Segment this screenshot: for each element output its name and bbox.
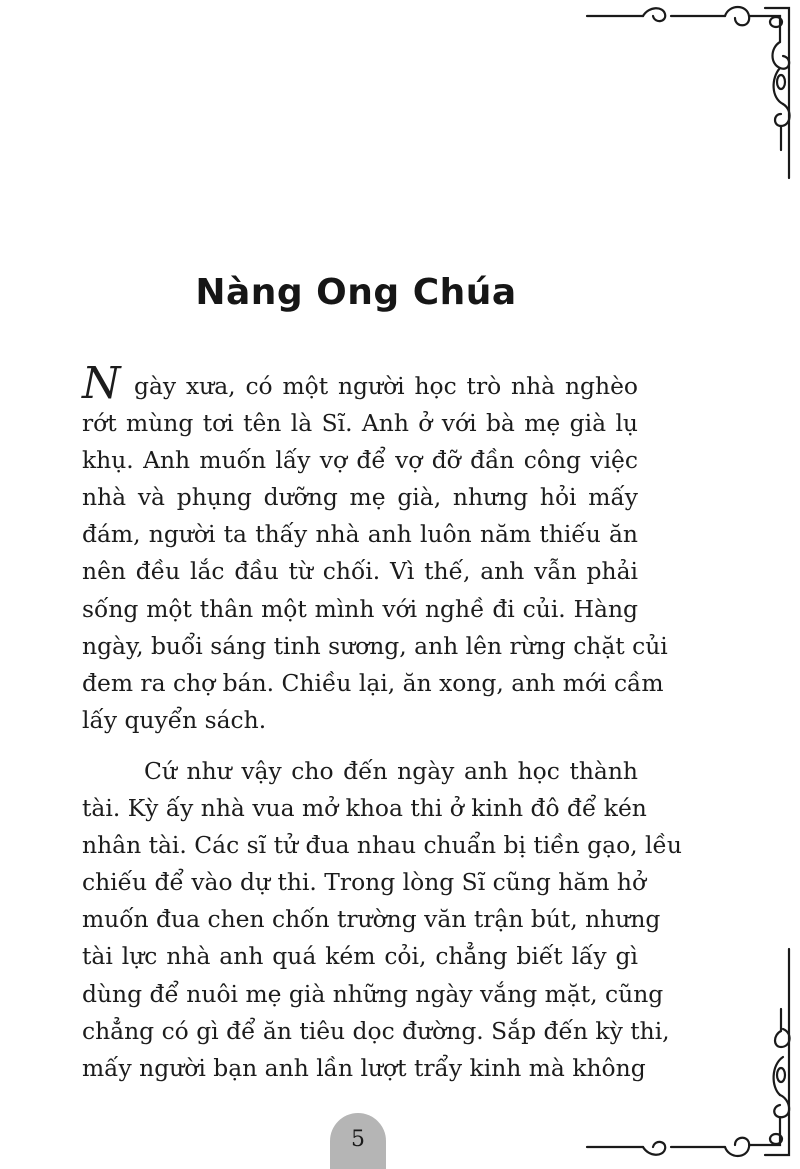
text-line: lấy quyển sách. (82, 705, 267, 734)
text-line: tài. Kỳ ấy nhà vua mở khoa thi ở kinh đô để kén (82, 794, 647, 823)
text-line: tài lực nhà anh quá kém cỏi, chẳng biết lấy gì (82, 942, 638, 971)
page-number-badge (330, 1113, 386, 1169)
text-line: khụ. Anh muốn lấy vợ để vợ đỡ đần công việc (82, 446, 638, 475)
text-line: nên đều lắc đầu từ chối. Vì thế, anh vẫn phải (82, 557, 638, 586)
top-corner-ornament-icon (575, 0, 800, 185)
text-line: đám, người ta thấy nhà anh luôn năm thiếu ăn (82, 520, 638, 549)
text-line: nhà và phụng dưỡng mẹ già, nhưng hỏi mấy (82, 483, 638, 512)
page-title: Nàng Ong Chúa (195, 272, 517, 313)
text-line: muốn đua chen chốn trường văn trận bút, nhưng (82, 905, 661, 934)
bottom-corner-ornament-icon (575, 939, 800, 1169)
text-line: nhân tài. Các sĩ tử đua nhau chuẩn bị tiền gạo, lều (82, 831, 682, 860)
text-line: mấy người bạn anh lần lượt trẩy kinh mà không (82, 1053, 646, 1082)
text-line: dùng để nuôi mẹ già những ngày vắng mặt, cũng (82, 979, 664, 1008)
drop-cap: N (82, 358, 121, 409)
text-line: Cứ như vậy cho đến ngày anh học thành (144, 756, 638, 785)
story-text (82, 358, 682, 1087)
page-number: 5 (351, 1127, 365, 1152)
text-line: chẳng có gì để ăn tiêu dọc đường. Sắp đến kỳ thi, (82, 1016, 670, 1045)
text-line: sống một thân một mình với nghề đi củi. Hàng (82, 594, 638, 623)
text-line: N gày xưa, có một người học trò nhà nghèo (82, 358, 638, 409)
text-line: chiếu để vào dự thi. Trong lòng Sĩ cũng hăm hở (82, 868, 647, 897)
text-line: ngày, buổi sáng tinh sương, anh lên rừng chặt củi (82, 631, 668, 660)
text-line: rớt mùng tơi tên là Sĩ. Anh ở với bà mẹ già lụ (82, 409, 638, 438)
text-line: đem ra chợ bán. Chiều lại, ăn xong, anh mới cầm (82, 668, 664, 697)
